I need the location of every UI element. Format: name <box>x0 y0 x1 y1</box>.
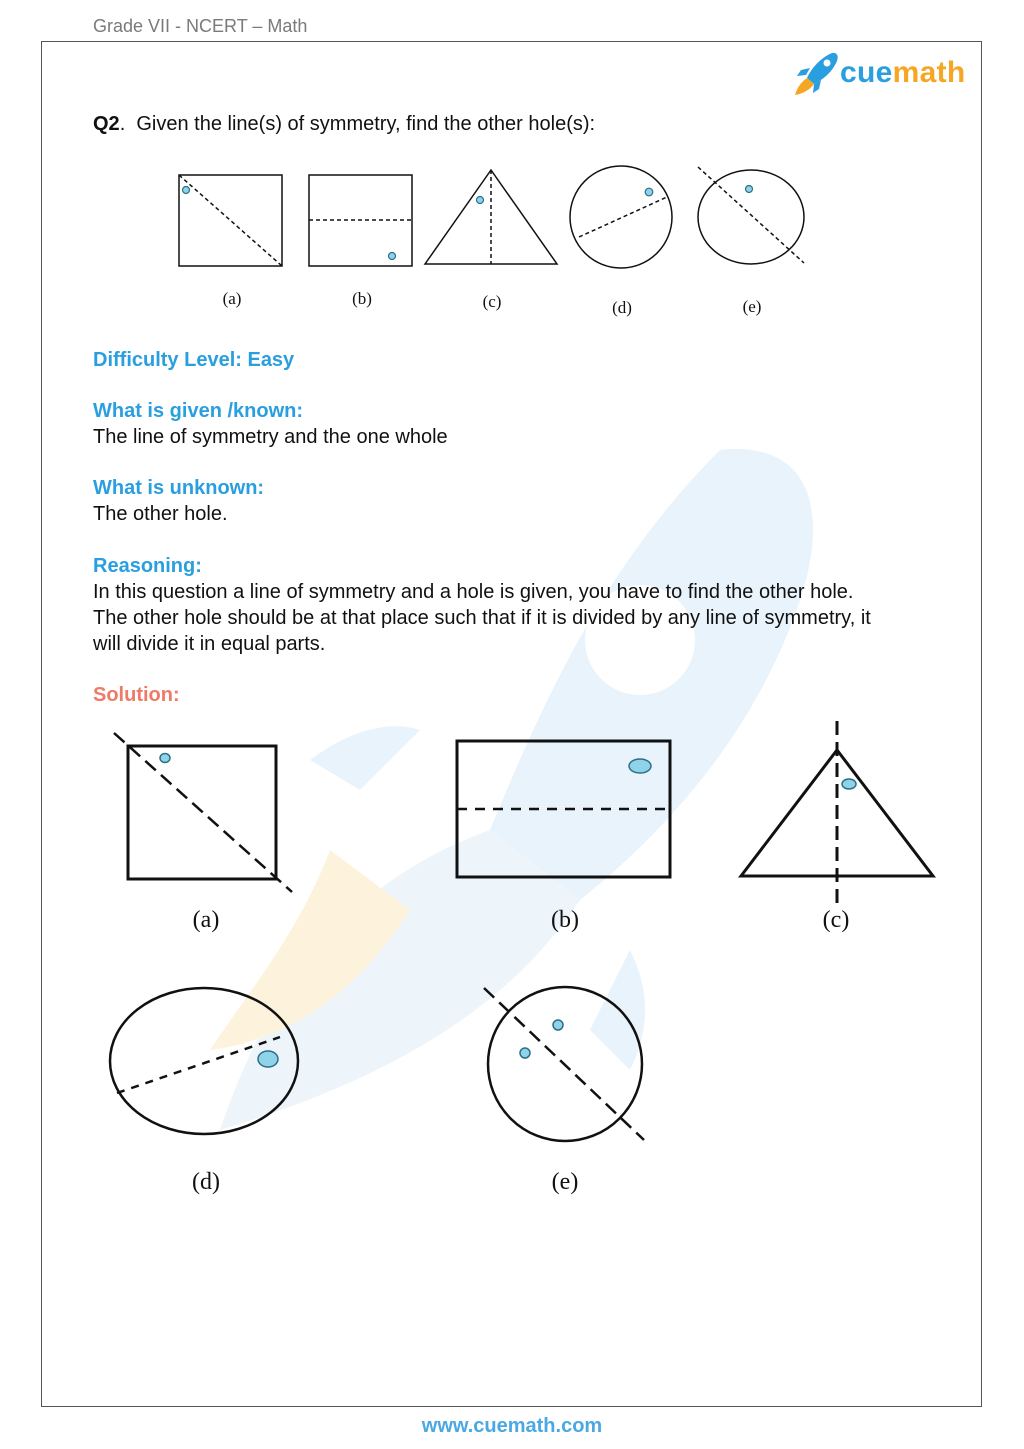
given-text: The line of symmetry and the one whole <box>93 426 448 448</box>
hole-e-given-solution-icon <box>553 1020 563 1030</box>
reasoning-heading: Reasoning: <box>93 555 202 577</box>
hole-b-solution-icon <box>629 759 651 773</box>
unknown-text: The other hole. <box>93 503 228 525</box>
unknown-heading: What is unknown: <box>93 477 265 499</box>
footer-url[interactable]: www.cuemath.com <box>421 1415 603 1437</box>
question-text: Given the line(s) of symmetry, find the other hole(s): <box>136 113 596 135</box>
logo-text-math: math <box>892 56 966 89</box>
document-header: Grade VII - NCERT – Math <box>93 16 308 36</box>
cuemath-logo <box>792 50 965 96</box>
solution-label-e: (e) <box>551 1169 579 1195</box>
reasoning-line: In this question a line of symmetry and a hole is given, you have to find the other hole. <box>93 581 854 603</box>
figure-label-b: (b) <box>352 289 372 308</box>
unknown-section <box>93 475 264 527</box>
hole-e-given-icon <box>746 186 753 193</box>
question-label: Q2 <box>93 113 120 135</box>
given-heading: What is given /known: <box>93 400 304 422</box>
solution-label-d: (d) <box>192 1169 220 1195</box>
figure-label-d: (d) <box>612 298 632 317</box>
hole-d-given-icon <box>645 188 653 196</box>
reasoning-line: The other hole should be at that place such that if it is divided by any line of symmetry, it <box>93 607 871 629</box>
hole-a-solution-icon <box>160 754 170 763</box>
solution-label-b: (b) <box>551 907 579 933</box>
question <box>93 111 595 137</box>
figure-label-a: (a) <box>222 289 242 308</box>
question-figure <box>170 160 820 325</box>
given-section <box>93 398 448 450</box>
question-separator: . <box>119 113 126 135</box>
reasoning-section <box>93 553 871 657</box>
solution-label-c: (c) <box>822 907 850 933</box>
figure-label-e: (e) <box>742 297 762 316</box>
solution-heading: Solution: <box>93 684 180 706</box>
figure-label-c: (c) <box>482 292 502 311</box>
logo-text-cue: cue <box>840 56 893 89</box>
solution-label-a: (a) <box>192 907 220 933</box>
rocket-logo-icon <box>792 50 840 96</box>
hole-e-found-solution-icon <box>520 1048 530 1058</box>
solution-figure <box>100 715 950 1205</box>
hole-d-solution-icon <box>258 1051 278 1067</box>
hole-c-solution-icon <box>842 779 856 789</box>
hole-b-given-icon <box>389 253 396 260</box>
hole-a-given-icon <box>183 187 190 194</box>
reasoning-line: will divide it in equal parts. <box>93 633 326 655</box>
hole-c-given-icon <box>477 197 484 204</box>
difficulty-level: Difficulty Level: Easy <box>93 349 295 371</box>
